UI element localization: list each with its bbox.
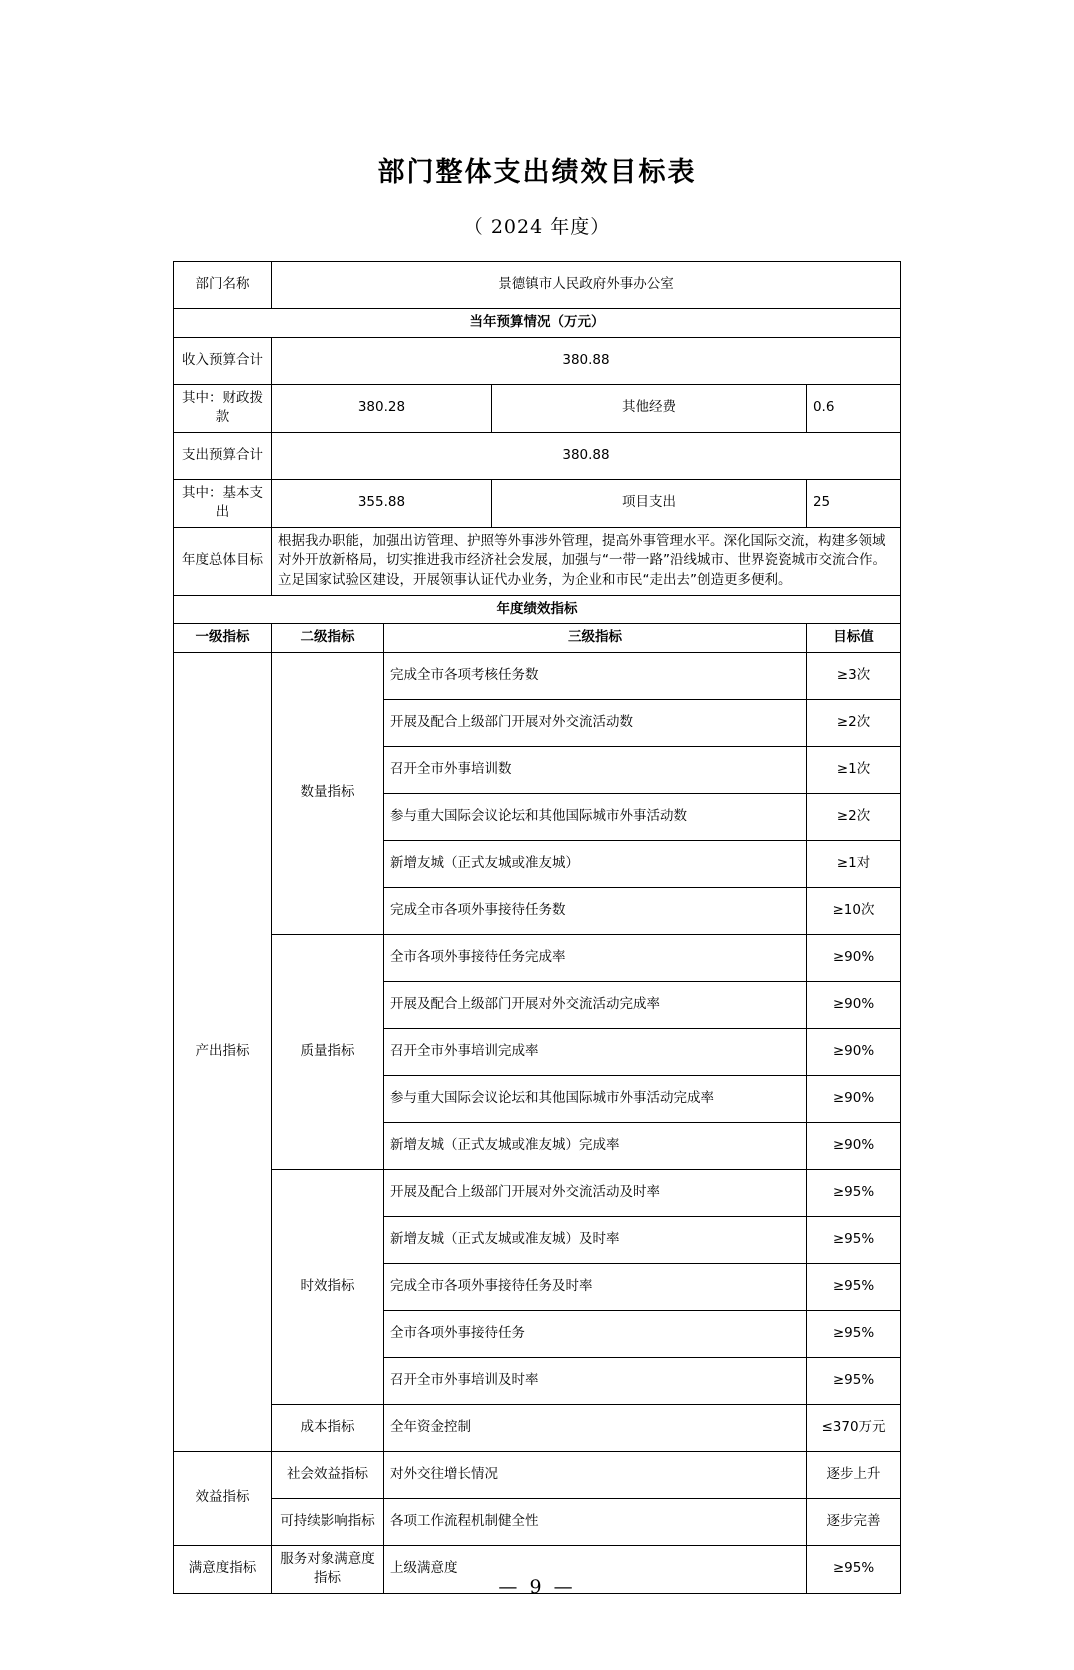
level3-cell: 开展及配合上级部门开展对外交流活动完成率 [383,981,806,1028]
level1-cell: 满意度指标 [173,1545,271,1593]
budget-row-value: 380.88 [271,432,900,479]
level3-cell: 全年资金控制 [383,1404,806,1451]
level3-cell: 参与重大国际会议论坛和其他国际城市外事活动完成率 [383,1075,806,1122]
level3-cell: 参与重大国际会议论坛和其他国际城市外事活动数 [383,793,806,840]
target-cell: ≥90% [806,1122,900,1169]
level3-cell: 开展及配合上级部门开展对外交流活动数 [383,699,806,746]
target-cell: 逐步上升 [806,1451,900,1498]
budget-row-label: 收入预算合计 [173,337,271,384]
budget-row-label: 支出预算合计 [173,432,271,479]
level1-cell: 效益指标 [173,1451,271,1545]
level2-cell: 质量指标 [271,934,383,1169]
level3-cell: 新增友城（正式友城或准友城）及时率 [383,1216,806,1263]
page-subtitle: （ 2024 年度） [463,216,611,238]
level2-cell: 可持续影响指标 [271,1498,383,1545]
page-title: 部门整体支出绩效目标表 [377,157,697,188]
header-level3: 三级指标 [383,624,806,653]
performance-section-title: 年度绩效指标 [173,595,900,624]
level2-cell: 时效指标 [271,1169,383,1404]
level2-cell: 成本指标 [271,1404,383,1451]
target-cell: ≥1次 [806,746,900,793]
target-cell: ≥95% [806,1357,900,1404]
target-cell: 逐步完善 [806,1498,900,1545]
level3-cell: 开展及配合上级部门开展对外交流活动及时率 [383,1169,806,1216]
header-level2: 二级指标 [271,624,383,653]
level3-cell: 召开全市外事培训完成率 [383,1028,806,1075]
target-cell: ≥95% [806,1310,900,1357]
document-page [0,150,1074,1670]
budget-section-title: 当年预算情况（万元） [173,309,900,338]
budget-row-label-2: 项目支出 [491,479,806,527]
level3-cell: 新增友城（正式友城或准友城） [383,840,806,887]
level3-cell: 召开全市外事培训及时率 [383,1357,806,1404]
level3-cell: 完成全市各项外事接待任务及时率 [383,1263,806,1310]
level2-cell: 社会效益指标 [271,1451,383,1498]
header-level1: 一级指标 [173,624,271,653]
level2-cell: 服务对象满意度指标 [271,1545,383,1593]
budget-row-label: 其中：基本支出 [173,479,271,527]
level3-cell: 各项工作流程机制健全性 [383,1498,806,1545]
header-target: 目标值 [806,624,900,653]
target-cell: ≤370万元 [806,1404,900,1451]
target-cell: ≥95% [806,1263,900,1310]
target-cell: ≥2次 [806,699,900,746]
level3-cell: 全市各项外事接待任务 [383,1310,806,1357]
page-number: — 9 — [498,1576,576,1598]
target-cell: ≥2次 [806,793,900,840]
target-cell: ≥90% [806,981,900,1028]
budget-row-value: 380.28 [271,384,491,432]
budget-row-value-2: 25 [806,479,900,527]
level3-cell: 新增友城（正式友城或准友城）完成率 [383,1122,806,1169]
budget-row-value: 380.88 [271,337,900,384]
target-cell: ≥95% [806,1169,900,1216]
dept-name-value: 景德镇市人民政府外事办公室 [271,262,900,309]
budget-row-value: 355.88 [271,479,491,527]
target-cell: ≥1对 [806,840,900,887]
performance-target-table [173,261,901,1594]
target-cell: ≥90% [806,1028,900,1075]
dept-name-label: 部门名称 [173,262,271,309]
target-cell: ≥90% [806,1075,900,1122]
target-cell: ≥3次 [806,652,900,699]
budget-row-label: 其中：财政拨款 [173,384,271,432]
target-cell: ≥90% [806,934,900,981]
target-cell: ≥10次 [806,887,900,934]
level2-cell: 数量指标 [271,652,383,934]
target-cell: ≥95% [806,1545,900,1593]
level3-cell: 完成全市各项考核任务数 [383,652,806,699]
level3-cell: 上级满意度 [383,1545,806,1593]
target-cell: ≥95% [806,1216,900,1263]
budget-row-label-2: 其他经费 [491,384,806,432]
overall-goal-label: 年度总体目标 [173,527,271,595]
level3-cell: 召开全市外事培训数 [383,746,806,793]
level3-cell: 对外交往增长情况 [383,1451,806,1498]
level3-cell: 全市各项外事接待任务完成率 [383,934,806,981]
overall-goal-text: 根据我办职能，加强出访管理、护照等外事涉外管理，提高外事管理水平。深化国际交流，构建多领域对外开放新格局，切实推进我市经济社会发展，加强与“一带一路”沿线城市、世界瓷瓷城市交流合作。立足国家试验区建设，开展领事认证代办业务，为企业和市民“走出去”创造更多便利。 [271,527,900,595]
level3-cell: 完成全市各项外事接待任务数 [383,887,806,934]
level1-cell: 产出指标 [173,652,271,1451]
budget-row-value-2: 0.6 [806,384,900,432]
